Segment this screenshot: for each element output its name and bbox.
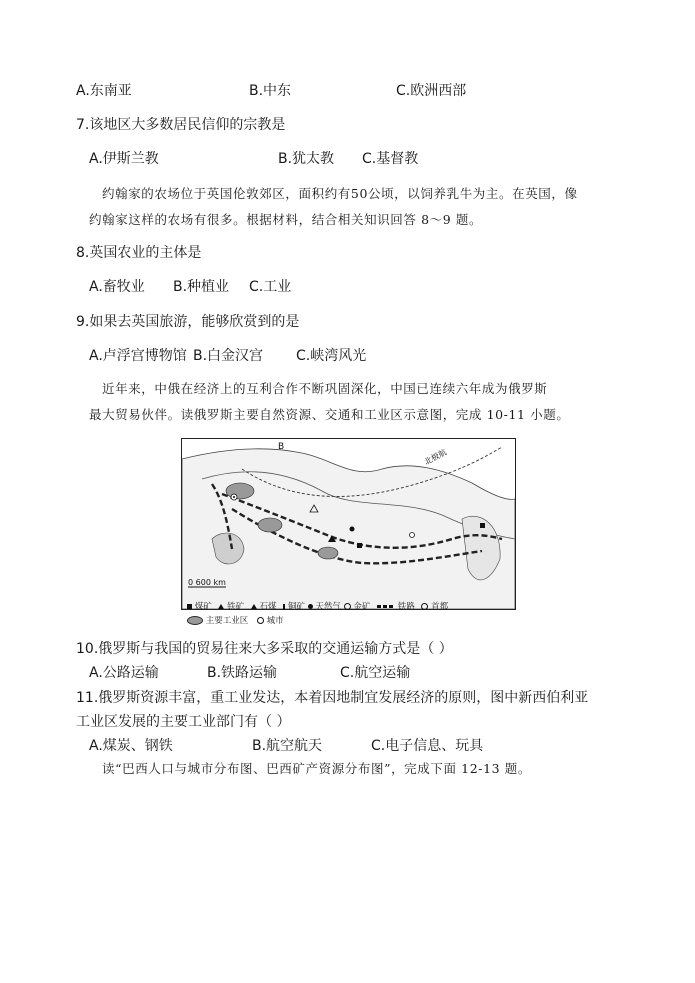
coal-oil-legend-icon	[251, 604, 257, 609]
railway-legend-icon	[377, 605, 395, 608]
q9-option-b: B.白金汉宫	[193, 348, 264, 364]
q11-option-c: C.电子信息、玩具	[371, 738, 484, 754]
coal-mine-symbol	[357, 543, 362, 548]
city-legend-icon	[257, 617, 264, 624]
legend-item: 煤矿	[194, 602, 212, 612]
legend-item: 铁矿	[227, 602, 245, 612]
russia-map-svg	[182, 439, 515, 609]
legend-item: 主要工业区	[205, 616, 249, 626]
legend-item: 天然气	[315, 602, 341, 612]
coal-legend-icon	[187, 604, 192, 609]
q10-stem: 10.俄罗斯与我国的贸易往来大多采取的交通运输方式是（ ）	[76, 641, 453, 657]
q11-option-b: B.航空航天	[252, 738, 323, 754]
scale-label: 0 600 km	[188, 578, 226, 587]
passage-russia-line2: 最大贸易伙伴。读俄罗斯主要自然资源、交通和工业区示意图，完成 10-11 小题。	[89, 407, 570, 422]
legend-item: 金矿	[353, 602, 371, 612]
passage-uk-line1: 约翰家的农场位于英国伦敦郊区，面积约有50公顷，以饲养乳牛为主。在英国，像	[102, 186, 578, 201]
legend-item: 铁路	[397, 602, 415, 612]
gold-legend-icon	[344, 603, 351, 610]
gold-symbol	[410, 533, 415, 538]
copper-legend-icon	[283, 604, 285, 610]
gas-legend-icon	[308, 604, 313, 609]
industrial-zone-novosibirsk	[318, 547, 338, 559]
q7-option-b: B.犹太教	[278, 151, 335, 167]
capital-legend-icon	[421, 603, 428, 610]
industrial-zone-legend-icon	[187, 616, 203, 625]
map-corner-label: B	[278, 442, 285, 452]
route-label: 北极航	[422, 447, 449, 467]
q8-option-a: A.畜牧业	[89, 279, 145, 295]
q10-option-c: C.航空运输	[340, 665, 411, 681]
q11-stem-line2: 工业区发展的主要工业部门有（ ）	[76, 714, 291, 730]
q10-option-b: B.铁路运输	[207, 665, 278, 681]
q10-option-a: A.公路运输	[89, 665, 159, 681]
read-instruction: 读“巴西人口与城市分布图、巴西矿产资源分布图”，完成下面 12-13 题。	[102, 761, 531, 776]
q9-option-c: C.峡湾风光	[296, 348, 367, 364]
q7-stem: 7.该地区大多数居民信仰的宗教是	[76, 117, 286, 133]
legend-item: 首都	[431, 602, 449, 612]
passage-uk-line2: 约翰家这样的农场有很多。根据材料，结合相关知识回答 8～9 题。	[89, 212, 483, 227]
q8-option-c: C.工业	[249, 279, 292, 295]
map-legend	[181, 598, 514, 632]
industrial-zone-urals	[258, 518, 282, 532]
legend-item: 铜矿	[287, 602, 305, 612]
q8-stem: 8.英国农业的主体是	[76, 245, 202, 261]
russia-map	[181, 438, 516, 610]
legend-item: 城市	[266, 616, 284, 626]
gas-symbol	[350, 527, 355, 532]
legend-row-1	[187, 602, 448, 613]
q6-option-c: C.欧洲西部	[396, 83, 467, 99]
industrial-zone-moscow	[226, 483, 254, 499]
passage-russia-line1: 近年来，中俄在经济上的互利合作不断巩固深化，中国已连续六年成为俄罗斯	[102, 381, 548, 396]
legend-item: 石煤	[259, 602, 277, 612]
q6-option-b: B.中东	[249, 83, 292, 99]
q9-option-a: A.卢浮宫博物馆	[89, 348, 187, 364]
capital-symbol-center	[233, 496, 235, 498]
coal-mine-symbol	[480, 523, 485, 528]
q7-option-c: C.基督教	[362, 151, 419, 167]
q11-option-a: A.煤炭、钢铁	[89, 738, 173, 754]
iron-legend-icon	[218, 604, 224, 609]
legend-row-2	[187, 616, 284, 627]
q11-stem-line1: 11.俄罗斯资源丰富，重工业发达，本着因地制宜发展经济的原则，图中新西伯利亚	[76, 690, 589, 706]
q9-stem: 9.如果去英国旅游，能够欣赏到的是	[76, 314, 300, 330]
q6-option-a: A.东南亚	[76, 83, 132, 99]
q7-option-a: A.伊斯兰教	[89, 151, 159, 167]
q8-option-b: B.种植业	[173, 279, 230, 295]
